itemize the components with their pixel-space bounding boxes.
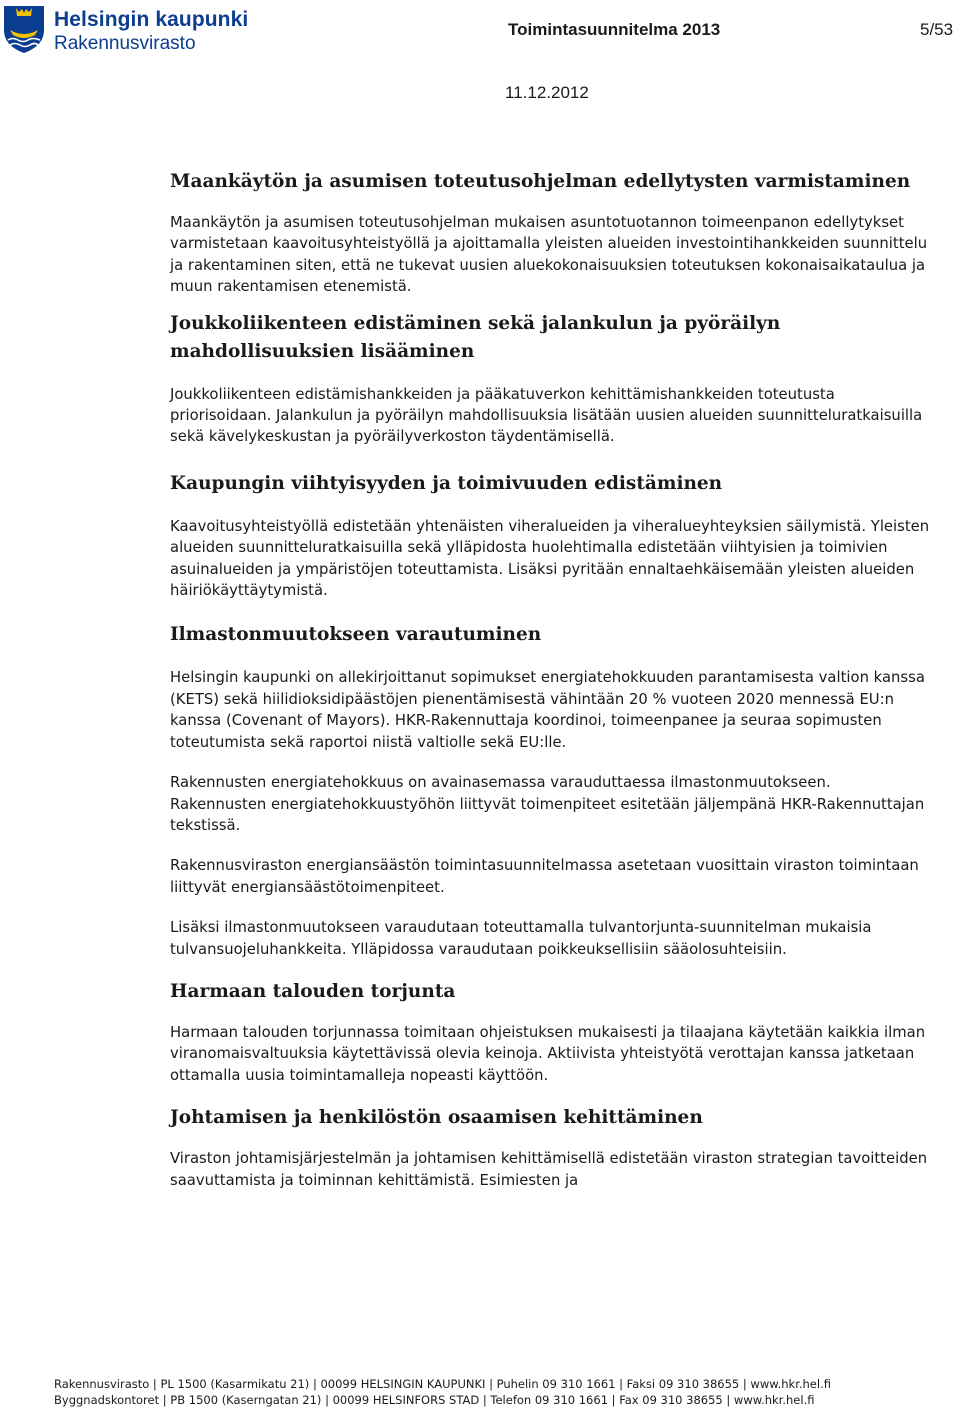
footer-line-swedish: Byggnadskontoret | PB 1500 (Kaserngatan 21) | 00099 HELSINFORS STAD | Telefon 09 310 1661 | Fax 09 310 38655 | www.hkr.hel.fi [54, 1393, 815, 1407]
section-heading: Joukkoliikenteen edistäminen sekä jalankulun ja pyöräilyn mahdollisuuksien lisääminen [170, 312, 781, 362]
section-paragraph: Rakennusten energiatehokkuus on avainasemassa varauduttaessa ilmastonmuutokseen. Rakennusten energiatehokkuustyöhön liittyvät toimenpiteet esitetään jäljempänä HKR-Rakennuttajan tekstissä. [170, 774, 925, 834]
section-paragraph: Lisäksi ilmastonmuutokseen varaudutaan toteuttamalla tulvantorjunta-suunnitelman mukaisia tulvansuojeluhankkeita. Ylläpidossa varaudutaan poikkeuksellisiin sääolosuhteisiin. [170, 919, 872, 958]
section-paragraph: Harmaan talouden torjunnassa toimitaan ohjeistuksen mukaisesti ja tilaajana käytetään kaikkia ilman viranomaisvaltuuksia käytettävissä olevia keinoja. Aktiivista yhteistyötä verottajan kanssa jatketaan ottamalla uusia toimintamalleja nopeasti käyttöön. [170, 1023, 926, 1084]
section-heading: Harmaan talouden torjunta [170, 980, 456, 1002]
document-title: Toimintasuunnitelma 2013 [508, 20, 721, 39]
footer-line-finnish: Rakennusvirasto | PL 1500 (Kasarmikatu 21) | 00099 HELSINGIN KAUPUNKI | Puhelin 09 310 1661 | Faksi 09 310 38655 | www.hkr.hel.fi [54, 1377, 831, 1391]
section-heading: Maankäytön ja asumisen toteutusohjelman edellytysten varmistaminen [170, 171, 911, 192]
document-date: 11.12.2012 [505, 83, 589, 102]
section-paragraph: Helsingin kaupunki on allekirjoittanut sopimukset energiatehokkuuden parantamisesta valtion kanssa (KETS) sekä hiilidioksidipäästöjen pienentämisestä vähintään 20 % vuoteen 2020 mennessä EU:n kanssa (Covenant of Mayors). HKR-Rakennuttaja koordinoi, toimeenpanee ja seuraa sopimusten toteutumista sekä raportoi niistä valtiolle sekä EU:lle. [170, 669, 925, 751]
org-name: Helsingin kaupunki [54, 8, 249, 31]
section-heading: Ilmastonmuutokseen varautuminen [170, 624, 542, 646]
section-heading: Johtamisen ja henkilöstön osaamisen kehittäminen [170, 1107, 703, 1129]
section-paragraph: Kaavoitusyhteistyöllä edistetään yhtenäisten viheralueiden ja viheralueyhteyksien säilymistä. Yleisten alueiden suunnitteluratkaisuilla sekä ylläpidosta huolehtimalla edistetään viihtyisien ja toimivien asuinalueiden ja ympäristöjen toteuttamista. Lisäksi pyritään ennaltaehkäisemään yleisten alueiden häiriökäyttäytymistä. [170, 517, 930, 600]
section-heading: Kaupungin viihtyisyyden ja toimivuuden edistäminen [170, 472, 723, 494]
section-paragraph: Joukkoliikenteen edistämishankkeiden ja pääkatuverkon kehittämishankkeiden toteutusta priorisoidaan. Jalankulun ja pyöräilyn mahdollisuuksia lisätään uusien alueiden suunnitteluratkaisuilla sekä kävelykeskustan ja pyöräilyverkoston täydentämisellä. [170, 385, 923, 446]
page-number: 5/53 [920, 20, 954, 39]
section-paragraph: Rakennusviraston energiansäästön toimintasuunnitelmassa asetetaan vuosittain viraston toimintaan liittyvät energiansäästötoimenpiteet. [170, 857, 919, 896]
city-crest-logo [2, 4, 46, 54]
page-footer [54, 1376, 831, 1408]
section-paragraph: Viraston johtamisjärjestelmän ja johtamisen kehittämisellä edistetään viraston strategian tavoitteiden saavuttamista ja toiminnan kehittämistä. Esimiesten ja [170, 1150, 928, 1189]
org-department: Rakennusvirasto [54, 33, 196, 54]
section-paragraph: Maankäytön ja asumisen toteutusohjelman mukaisen asuntotuotannon toimeenpanon edellytykset varmistetaan kaavoitusyhteistyöllä ja ajoittamalla yleisten alueiden investointihankkeiden suunnittelu ja rakentaminen siten, että ne tukevat uusien aluekokonaisuuksien toteutuksen kokonaisaikataulua ja muun rakentamisen etenemistä. [170, 214, 928, 296]
document-body [170, 168, 930, 1191]
